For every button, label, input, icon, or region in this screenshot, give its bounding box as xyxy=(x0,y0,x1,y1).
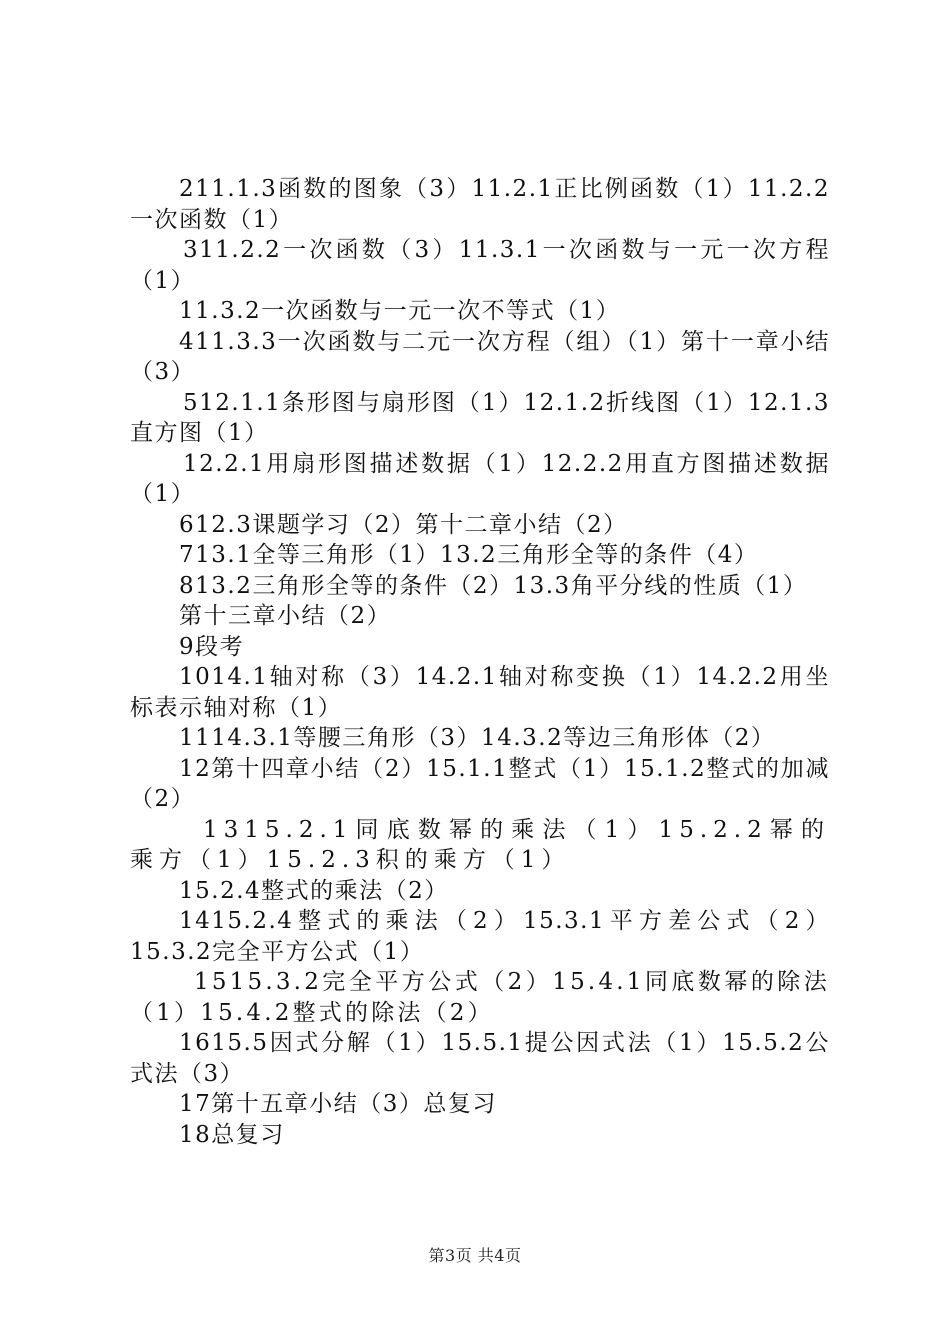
schedule-line-11: 1114.3.1等腰三角形（3）14.3.2等边三角形体（2） xyxy=(179,725,776,751)
schedule-line-8-cont: 第十三章小结（2） xyxy=(179,603,392,629)
page-footer: 第3页 共4页 xyxy=(428,1246,522,1265)
schedule-line-4: 411.3.3一次函数与二元一次方程（组）（1）第十一章小结（3） xyxy=(130,328,830,385)
schedule-line-12: 12第十四章小结（2）15.1.1整式（1）15.1.2整式的加减（2） xyxy=(130,755,830,812)
schedule-line-13: 1315.2.1同底数幂的乘法（1）15.2.2幂的乘方（1）15.2.3积的乘方（1） xyxy=(130,816,830,873)
schedule-line-17: 17第十五章小结（3）总复习 xyxy=(179,1091,497,1117)
schedule-line-13-cont: 15.2.4整式的乘法（2） xyxy=(179,877,449,904)
schedule-line-9: 9段考 xyxy=(179,633,245,660)
schedule-line-7: 713.1全等三角形（1）13.2三角形全等的条件（4） xyxy=(179,542,759,568)
schedule-line-2: 211.1.3函数的图象（3）11.2.1正比例函数（1）11.2.2一次函数（1） xyxy=(130,176,830,233)
schedule-line-6: 612.3课题学习（2）第十二章小结（2） xyxy=(179,511,628,538)
schedule-line-16: 1615.5因式分解（1）15.5.1提公因式法（1）15.5.2公式法（3） xyxy=(130,1030,830,1087)
schedule-line-15: 1515.3.2完全平方公式（2）15.4.1同底数幂的除法（1）15.4.2整式的除法（2） xyxy=(130,969,830,1026)
schedule-line-3-cont: 11.3.2一次函数与一元一次不等式（1） xyxy=(179,298,621,324)
document-body xyxy=(130,174,830,1150)
schedule-line-14: 1415.2.4整式的乘法（2）15.3.1平方差公式（2）15.3.2完全平方公式（1） xyxy=(130,908,830,965)
schedule-line-18: 18总复习 xyxy=(179,1121,285,1148)
schedule-line-5: 512.1.1条形图与扇形图（1）12.1.2折线图（1）12.1.3直方图（1） xyxy=(130,389,830,446)
schedule-line-5-cont: 12.2.1用扇形图描述数据（1）12.2.2用直方图描述数据（1） xyxy=(130,450,830,507)
schedule-line-10: 1014.1轴对称（3）14.2.1轴对称变换（1）14.2.2用坐标表示轴对称（1） xyxy=(130,664,830,721)
schedule-line-8: 813.2三角形全等的条件（2）13.3角平分线的性质（1） xyxy=(179,572,808,599)
schedule-line-3: 311.2.2一次函数（3）11.3.1一次函数与一元一次方程（1） xyxy=(130,237,830,294)
